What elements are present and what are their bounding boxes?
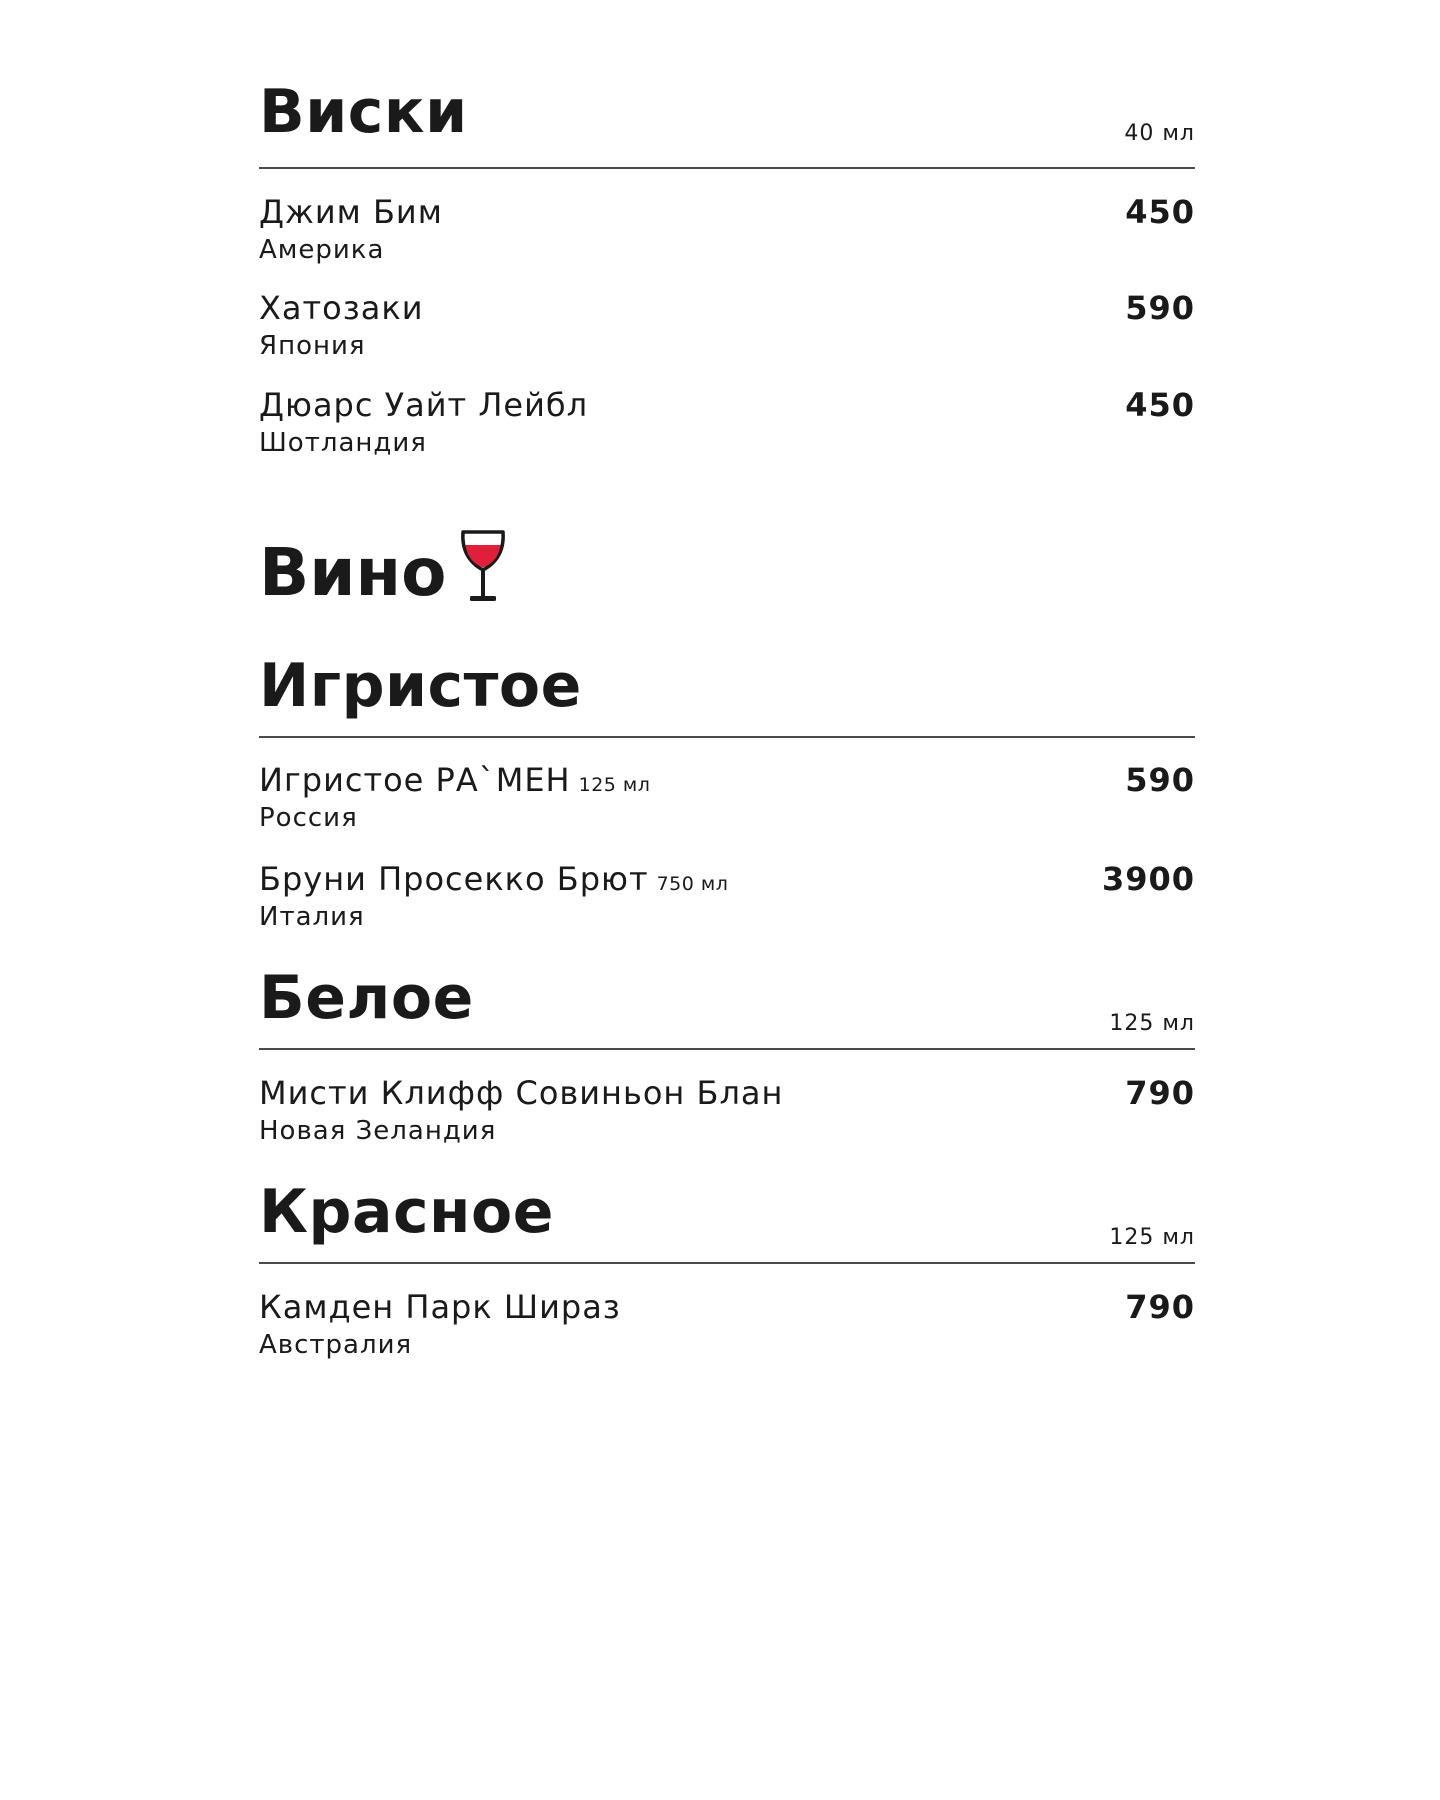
item-name: Джим Бим [259,193,443,231]
whisky-volume: 40 мл [1124,121,1195,146]
wine-heading [259,528,659,618]
wine-fill [466,545,501,568]
menu-item [259,859,1195,943]
item-origin: Шотландия [259,428,427,458]
white-section-header [259,958,1195,1038]
item-price: 790 [1125,1074,1195,1112]
white-volume: 125 мл [1109,1011,1195,1036]
item-origin: Новая Зеландия [259,1116,497,1146]
item-name-text: Игристое РА`МЕН [259,761,571,799]
sparkling-divider [259,736,1195,738]
whisky-section-header [259,72,1195,152]
whisky-title: Виски [259,77,468,147]
item-origin: Италия [259,902,365,932]
menu-item [259,385,1195,469]
item-price: 450 [1125,386,1195,424]
item-name [259,760,650,805]
item-price: 790 [1125,1288,1195,1326]
item-origin: Япония [259,331,366,361]
item-name: Дюарс Уайт Лейбл [259,386,589,424]
red-title: Красное [259,1177,554,1247]
wine-glass-icon [459,528,507,608]
sparkling-title: Игристое [259,651,582,721]
item-name: Хатозаки [259,289,424,327]
whisky-divider [259,167,1195,169]
item-name [259,859,728,904]
menu-item [259,192,1195,276]
red-section-header [259,1172,1195,1252]
menu-item [259,1287,1195,1371]
menu-page [259,0,1195,1800]
item-size: 125 мл [578,774,651,796]
item-name-text: Бруни Просекко Брют [259,860,649,898]
red-volume: 125 мл [1109,1225,1195,1250]
wine-title: Вино [259,534,447,611]
item-price: 3900 [1101,860,1195,898]
white-divider [259,1048,1195,1050]
sparkling-section-header [259,646,1195,726]
menu-item [259,288,1195,372]
item-origin: Россия [259,803,358,833]
item-name: Мисти Клифф Совиньон Блан [259,1074,784,1112]
item-price: 450 [1125,193,1195,231]
menu-item [259,760,1195,844]
item-price: 590 [1125,761,1195,799]
item-origin: Австралия [259,1330,413,1360]
item-price: 590 [1125,289,1195,327]
red-divider [259,1262,1195,1264]
item-name: Камден Парк Шираз [259,1288,621,1326]
menu-item [259,1073,1195,1157]
white-title: Белое [259,963,474,1033]
item-origin: Америка [259,235,385,265]
item-size: 750 мл [656,873,729,895]
